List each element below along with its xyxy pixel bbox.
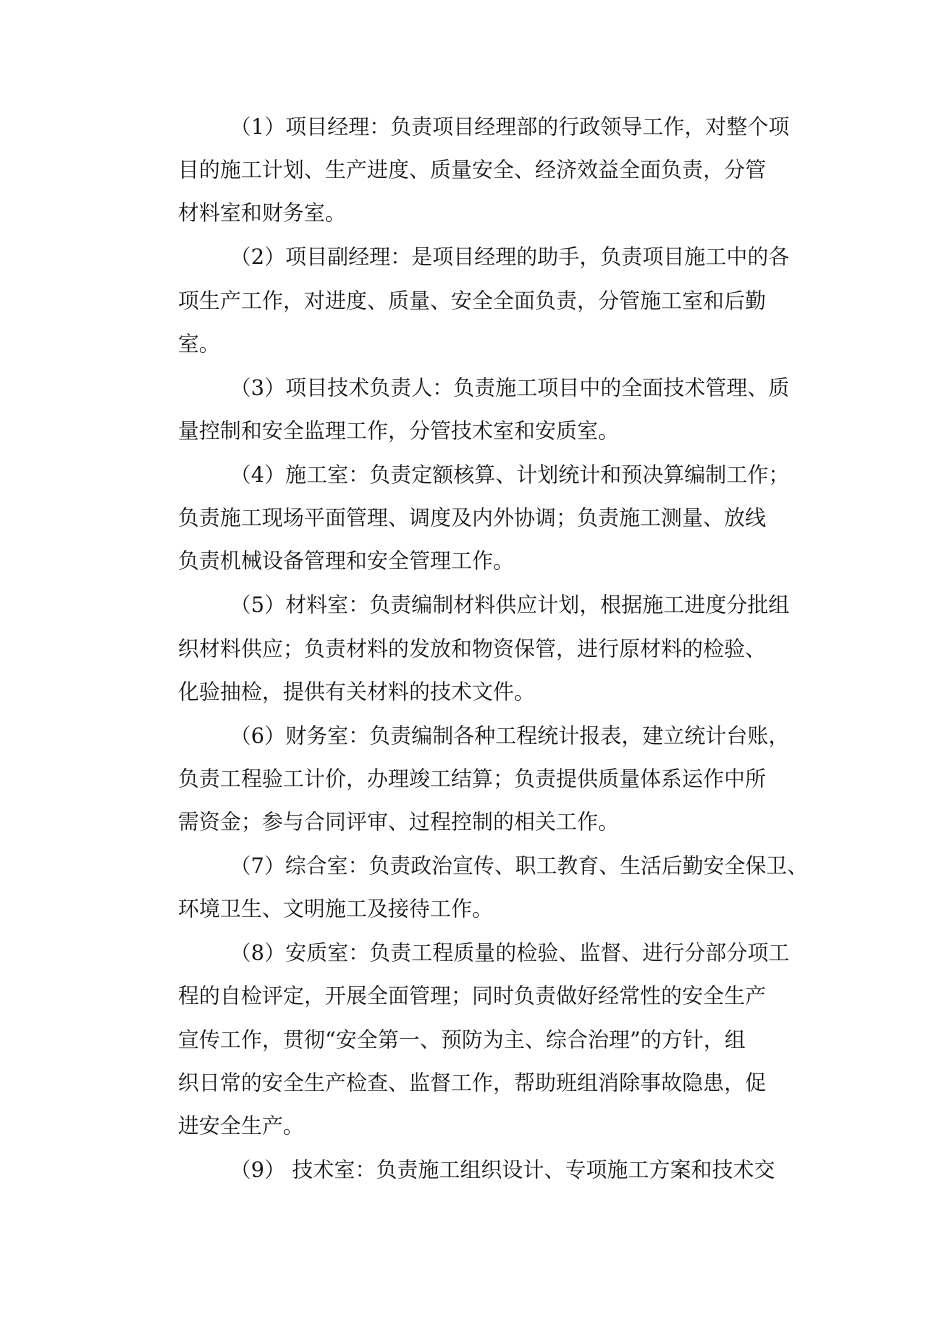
text-line: 负责施工现场平面管理、调度及内外协调；负责施工测量、放线 [178, 506, 766, 530]
paragraph-1-line-3 [0, 198, 950, 228]
text-line: （4）施工室：负责定额核算、计划统计和预决算编制工作； [230, 463, 790, 487]
paragraph-7-line-1 [0, 851, 950, 881]
paragraph-8-line-1 [0, 938, 950, 968]
text-line: 材料室和财务室。 [178, 201, 346, 225]
paragraph-8-line-4 [0, 1068, 950, 1098]
text-line: 项生产工作，对进度、质量、安全全面负责，分管施工室和后勤 [178, 289, 766, 313]
text-line: 宣传工作，贯彻“安全第一、预防为主、综合治理”的方针，组 [178, 1028, 746, 1052]
paragraph-5-line-3 [0, 677, 950, 707]
text-line: （1）项目经理：负责项目经理部的行政领导工作，对整个项 [230, 115, 790, 139]
text-line: 需资金；参与合同评审、过程控制的相关工作。 [178, 810, 619, 834]
paragraph-4-line-2 [0, 503, 950, 533]
paragraph-8-line-3 [0, 1025, 950, 1055]
paragraph-6-line-3 [0, 807, 950, 837]
text-line: 负责机械设备管理和安全管理工作。 [178, 549, 514, 573]
text-line: （6）财务室：负责编制各种工程统计报表，建立统计台账， [230, 724, 790, 748]
paragraph-4-line-1 [0, 460, 950, 490]
paragraph-8-line-2 [0, 981, 950, 1011]
text-line: 目的施工计划、生产进度、质量安全、经济效益全面负责，分管 [178, 158, 766, 182]
paragraph-2-line-2 [0, 286, 950, 316]
text-line: （9） 技术室：负责施工组织设计、专项施工方案和技术交 [230, 1158, 776, 1182]
paragraph-2-line-3 [0, 329, 950, 359]
text-line: （8）安质室：负责工程质量的检验、监督、进行分部分项工 [230, 941, 790, 965]
paragraph-2-line-1 [0, 242, 950, 272]
text-line: 负责工程验工计价，办理竣工结算；负责提供质量体系运作中所 [178, 767, 766, 791]
text-line: 化验抽检，提供有关材料的技术文件。 [178, 680, 535, 704]
text-line: 室。 [178, 332, 220, 356]
paragraph-1-line-1 [0, 112, 950, 142]
paragraph-4-line-3 [0, 546, 950, 576]
text-line: （5）材料室：负责编制材料供应计划，根据施工进度分批组 [230, 593, 790, 617]
paragraph-5-line-1 [0, 590, 950, 620]
text-line: 织日常的安全生产检查、监督工作，帮助班组消除事故隐患，促 [178, 1071, 766, 1095]
paragraph-6-line-2 [0, 764, 950, 794]
paragraph-1-line-2 [0, 155, 950, 185]
text-line: 程的自检评定，开展全面管理；同时负责做好经常性的安全生产 [178, 984, 766, 1008]
text-line: 织材料供应；负责材料的发放和物资保管，进行原材料的检验、 [178, 637, 766, 661]
paragraph-9-line-1 [0, 1155, 950, 1185]
paragraph-5-line-2 [0, 634, 950, 664]
text-line: 环境卫生、文明施工及接待工作。 [178, 897, 493, 921]
paragraph-8-line-5 [0, 1111, 950, 1141]
paragraph-7-line-2 [0, 894, 950, 924]
paragraph-3-line-2 [0, 416, 950, 446]
text-line: （3）项目技术负责人：负责施工项目中的全面技术管理、质 [230, 376, 790, 400]
paragraph-3-line-1 [0, 373, 950, 403]
text-line: （7）综合室：负责政治宣传、职工教育、生活后勤安全保卫、 [230, 854, 808, 878]
paragraph-6-line-1 [0, 721, 950, 751]
text-line: 量控制和安全监理工作，分管技术室和安质室。 [178, 419, 619, 443]
text-line: （2）项目副经理：是项目经理的助手，负责项目施工中的各 [230, 245, 790, 269]
text-line: 进安全生产。 [178, 1114, 304, 1138]
